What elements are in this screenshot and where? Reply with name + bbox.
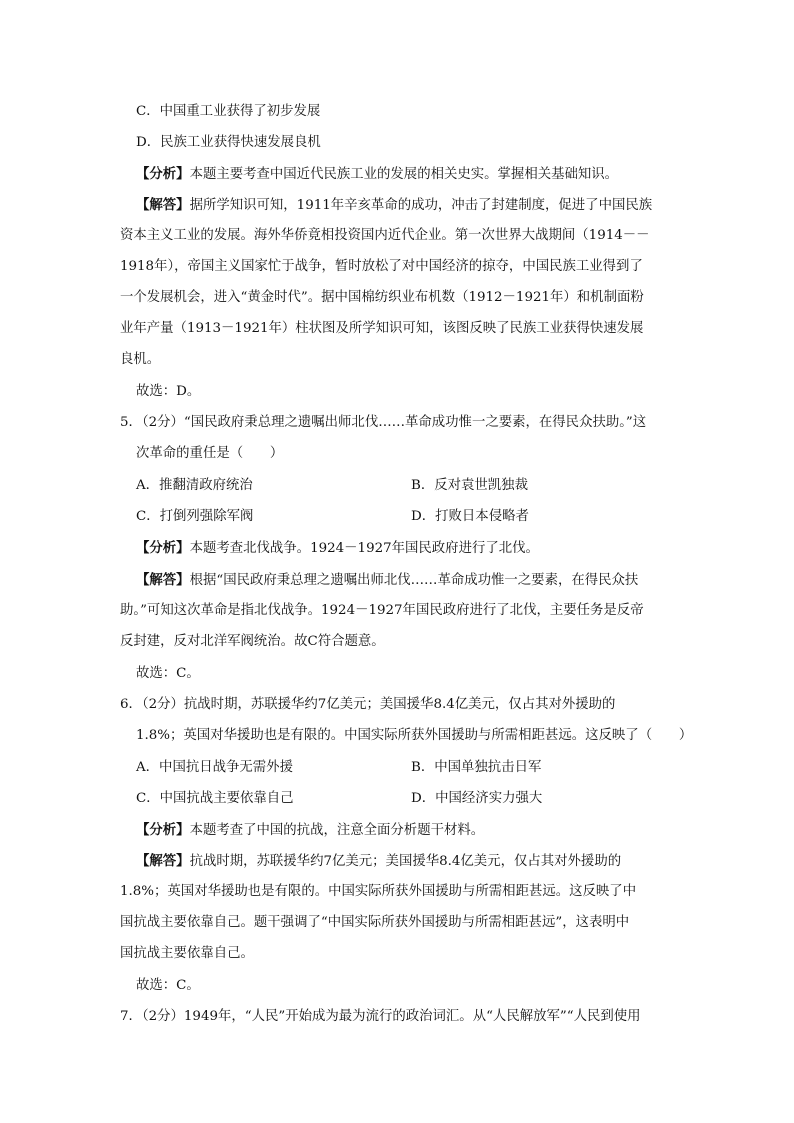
q4-answer-line [136, 195, 652, 216]
q6-choice: 故选：C。 [136, 978, 200, 993]
q4-answer-line: 1918年），帝国主义国家忙于战争，暂时放松了对中国经济的掠夺，中国民族工业得到了 [120, 259, 643, 274]
q6-answer-line [136, 851, 621, 872]
answer-text: 抗战时期，苏联援华约7亿美元；美国援华8.4亿美元，仅占其对外援助的 [189, 854, 622, 869]
q5-answer-line: 助。”可知这次革命是指北伐战争。1924－1927年国民政府进行了北伐，主要任务是反帝 [120, 603, 644, 618]
q4-option-c: C．中国重工业获得了初步发展 [136, 104, 321, 119]
analysis-tag: 【分析】 [136, 822, 190, 838]
q4-answer-line: 一个发展机会，进入“黄金时代”。据中国棉纺织业布机数（1912－1921年）和机制面粉 [120, 290, 644, 305]
q5-option-b: B．反对袁世凯独裁 [411, 478, 528, 493]
q5-option-d: D．打败日本侵略者 [411, 509, 529, 524]
q6-option-a: A．中国抗日战争无需外援 [136, 760, 293, 775]
q6-stem: 6．（2分）抗战时期，苏联援华约7亿美元；美国援华8.4亿美元，仅占其对外援助的 [120, 697, 616, 712]
q6-answer-line: 1.8%；英国对华援助也是有限的。中国实际所获外国援助与所需相距甚远。这反映了中 [120, 884, 637, 899]
answer-text: 据所学知识可知，1911年辛亥革命的成功，冲击了封建制度，促进了中国民族 [189, 198, 653, 213]
q6-option-b: B．中国单独抗击日军 [411, 760, 542, 775]
q6-stem-cont: 1.8%；英国对华援助也是有限的。中国实际所获外国援助与所需相距甚远。这反映了（ ） [136, 728, 693, 743]
q6-analysis [136, 820, 484, 841]
q6-answer-line: 国抗战主要依靠自己。题干强调了“中国实际所获外国援助与所需相距甚远”，这表明中 [120, 915, 630, 930]
analysis-text: 本题主要考查中国近代民族工业的发展的相关史实。掌握相关基础知识。 [189, 167, 619, 182]
analysis-tag: 【分析】 [136, 540, 190, 556]
q5-stem-cont: 次革命的重任是（ ） [136, 446, 284, 461]
q5-analysis [136, 538, 539, 559]
analysis-tag: 【分析】 [136, 166, 190, 182]
q4-option-d: D．民族工业获得快速发展良机 [136, 135, 321, 150]
q5-option-c: C．打倒列强除军阀 [136, 509, 254, 524]
q5-answer-line [136, 570, 638, 591]
analysis-text: 本题考查了中国的抗战，注意全面分析题干材料。 [189, 823, 485, 838]
q4-answer-line: 业年产量（1913－1921年）柱状图及所学知识可知，该图反映了民族工业获得快速发展 [120, 321, 644, 336]
q7-stem: 7．（2分）1949年，“人民”开始成为最为流行的政治词汇。从“人民解放军”“人民到使用 [120, 1009, 641, 1024]
q6-option-c: C．中国抗战主要依靠自己 [136, 791, 294, 806]
answer-tag: 【解答】 [136, 197, 190, 213]
q4-answer-line: 良机。 [120, 352, 161, 367]
q4-analysis [136, 164, 618, 185]
q6-option-d: D．中国经济实力强大 [411, 791, 543, 806]
answer-text: 根据“国民政府秉总理之遗嘱出师北伐……革命成功惟一之要素，在得民众扶 [189, 573, 639, 588]
q4-choice: 故选：D。 [136, 384, 201, 399]
q6-answer-line: 国抗战主要依靠自己。 [120, 946, 254, 961]
q5-stem: 5．（2分）“国民政府秉总理之遗嘱出师北伐……革命成功惟一之要素，在得民众扶助。”这 [120, 415, 647, 430]
q5-option-a: A．推翻清政府统治 [136, 478, 253, 493]
answer-tag: 【解答】 [136, 572, 190, 588]
analysis-text: 本题考查北伐战争。1924－1927年国民政府进行了北伐。 [189, 541, 539, 556]
q5-choice: 故选：C。 [136, 666, 200, 681]
q4-answer-line: 资本主义工业的发展。海外华侨竟相投资国内近代企业。第一次世界大战期间（1914－－ [120, 228, 650, 243]
q5-answer-line: 反封建，反对北洋军阀统治。故C符合题意。 [120, 634, 385, 649]
answer-tag: 【解答】 [136, 853, 190, 869]
